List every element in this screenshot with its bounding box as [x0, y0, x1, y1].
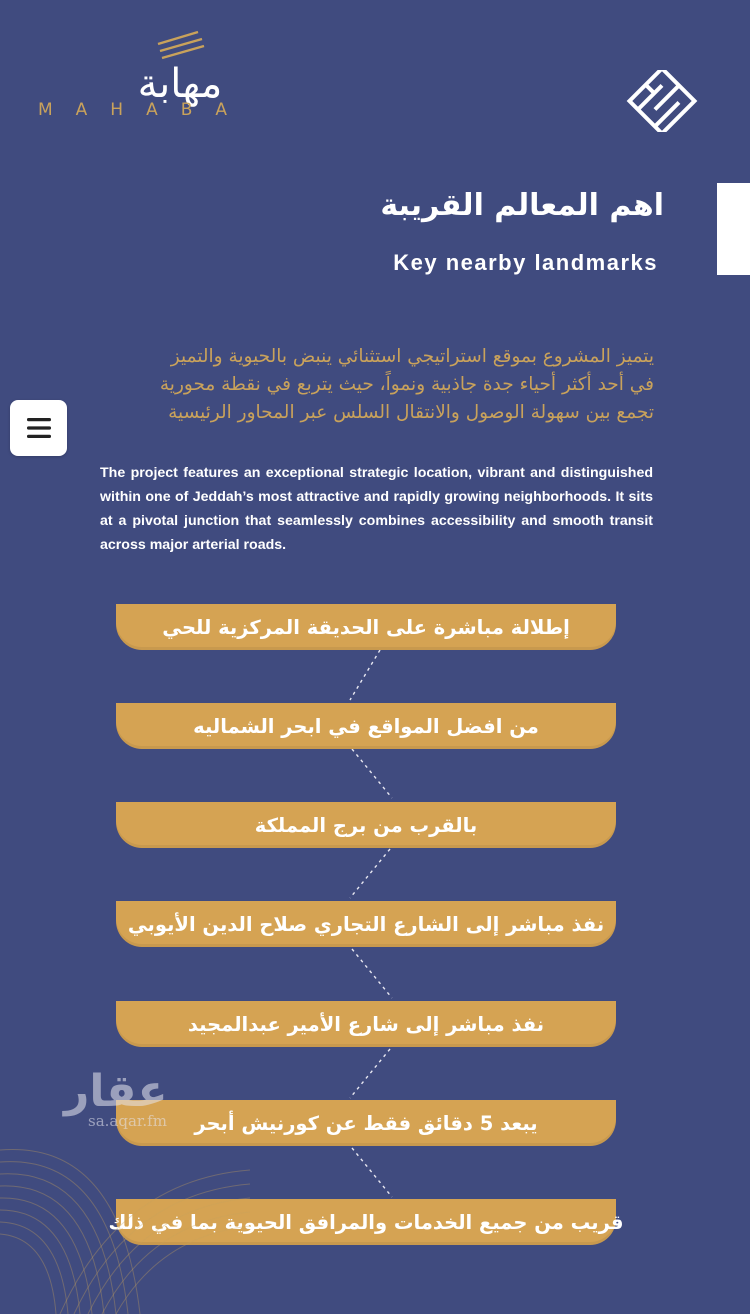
menu-button[interactable]: [10, 400, 67, 456]
landmark-item: من افضل المواقع في ابحر الشماليه: [116, 703, 616, 749]
intro-english: The project features an exceptional strategic location, vibrant and distinguished within one of Jeddah’s most attractive and rapidly growing neighborhoods. It sits at a pivotal junction that seamlessly combines accessibility and smooth transit across major arterial roads.: [100, 465, 653, 553]
landmark-item: نفذ مباشر إلى شارع الأمير عبدالمجيد: [116, 1001, 616, 1047]
landmark-item: إطلالة مباشرة على الحديقة المركزية للحي: [116, 604, 616, 650]
side-tab[interactable]: [717, 183, 750, 275]
logo-stripes-icon: [156, 30, 206, 60]
landmark-item: نفذ مباشر إلى الشارع التجاري صلاح الدين الأيوبي: [116, 901, 616, 947]
intro-arabic: [96, 343, 654, 427]
decorative-arc-pattern: [0, 1120, 250, 1314]
landmark-item: يبعد 5 دقائق فقط عن كورنيش أبحر: [116, 1100, 616, 1146]
page-title-english: Key nearby landmarks: [393, 250, 658, 275]
partner-logo-icon: [625, 70, 699, 132]
landmark-item: بالقرب من برج المملكة: [116, 802, 616, 848]
intro-arabic-line: تجمع بين سهولة الوصول والانتقال السلس عبر المحاور الرئيسية: [168, 402, 654, 423]
intro-arabic-line: يتميز المشروع بموقع استراتيجي استثنائي ينبض بالحيوية والتميز: [170, 346, 654, 367]
page-title-arabic: اهم المعالم القريبة: [380, 188, 664, 223]
watermark-name: عقار: [64, 1066, 168, 1117]
landmark-item: قريب من جميع الخدمات والمرافق الحيوية بما في ذلك: [116, 1199, 616, 1245]
watermark-url: sa.aqar.fm: [88, 1112, 167, 1130]
logo-latin-name: MAHABA: [38, 100, 251, 120]
intro-arabic-line: في أحد أكثر أحياء جدة جاذبية ونمواً، حيث يتربع في نقطة محورية: [159, 374, 654, 395]
logo-arabic-name: مهابة: [137, 61, 223, 107]
hamburger-menu-icon: [25, 416, 53, 440]
aqar-watermark: [62, 1066, 192, 1136]
